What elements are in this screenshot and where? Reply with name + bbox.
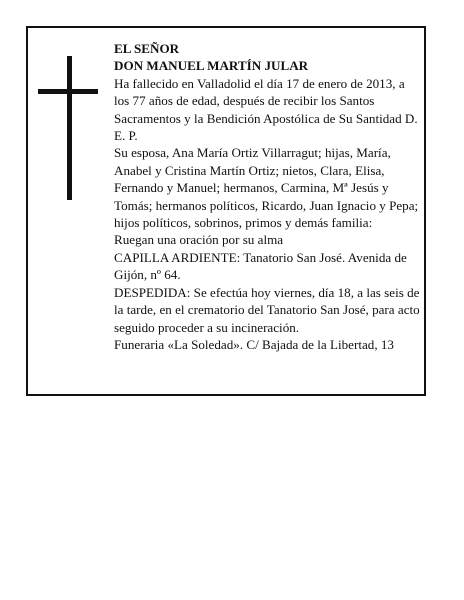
- cross-vertical-bar: [67, 56, 72, 200]
- deceased-name: DON MANUEL MARTÍN JULAR: [114, 58, 309, 74]
- farewell-info: DESPEDIDA: Se efectúa hoy viernes, día 18, a las seis de la tarde, en el crematorio del Tanatorio San José, para acto seguido proceder a su incineración.: [114, 284, 420, 335]
- cross-icon: [38, 56, 98, 200]
- death-announcement: Ha fallecido en Valladolid el día 17 de enero de 2013, a los 77 años de edad, después de recibir los Santos Sacramentos y la Bendición Apostólica de Su Santidad D. E. P.: [114, 75, 418, 144]
- prayer-request: Ruegan una oración por su alma: [114, 232, 284, 248]
- obituary-notice: [26, 26, 426, 396]
- family-list: Su esposa, Ana María Ortiz Villarragut; hijas, María, Anabel y Cristina Martín Ortiz; nietos, Clara, Elisa, Fernando y Manuel; hermanos, Carmina, Mª Jesús y Tomás; hermanos políticos, Ricardo, Juan Ignacio y Pepa; hijos políticos, sobrinos, primos y demás familia:: [114, 145, 419, 231]
- notice-text: [114, 40, 422, 353]
- cross-horizontal-bar: [38, 89, 98, 94]
- funeral-home-info: Funeraria «La Soledad». C/ Bajada de la Libertad, 13: [114, 336, 394, 352]
- notice-heading: EL SEÑOR: [114, 41, 180, 56]
- chapel-info: CAPILLA ARDIENTE: Tanatorio San José. Avenida de Gijón, nº 64.: [114, 249, 407, 283]
